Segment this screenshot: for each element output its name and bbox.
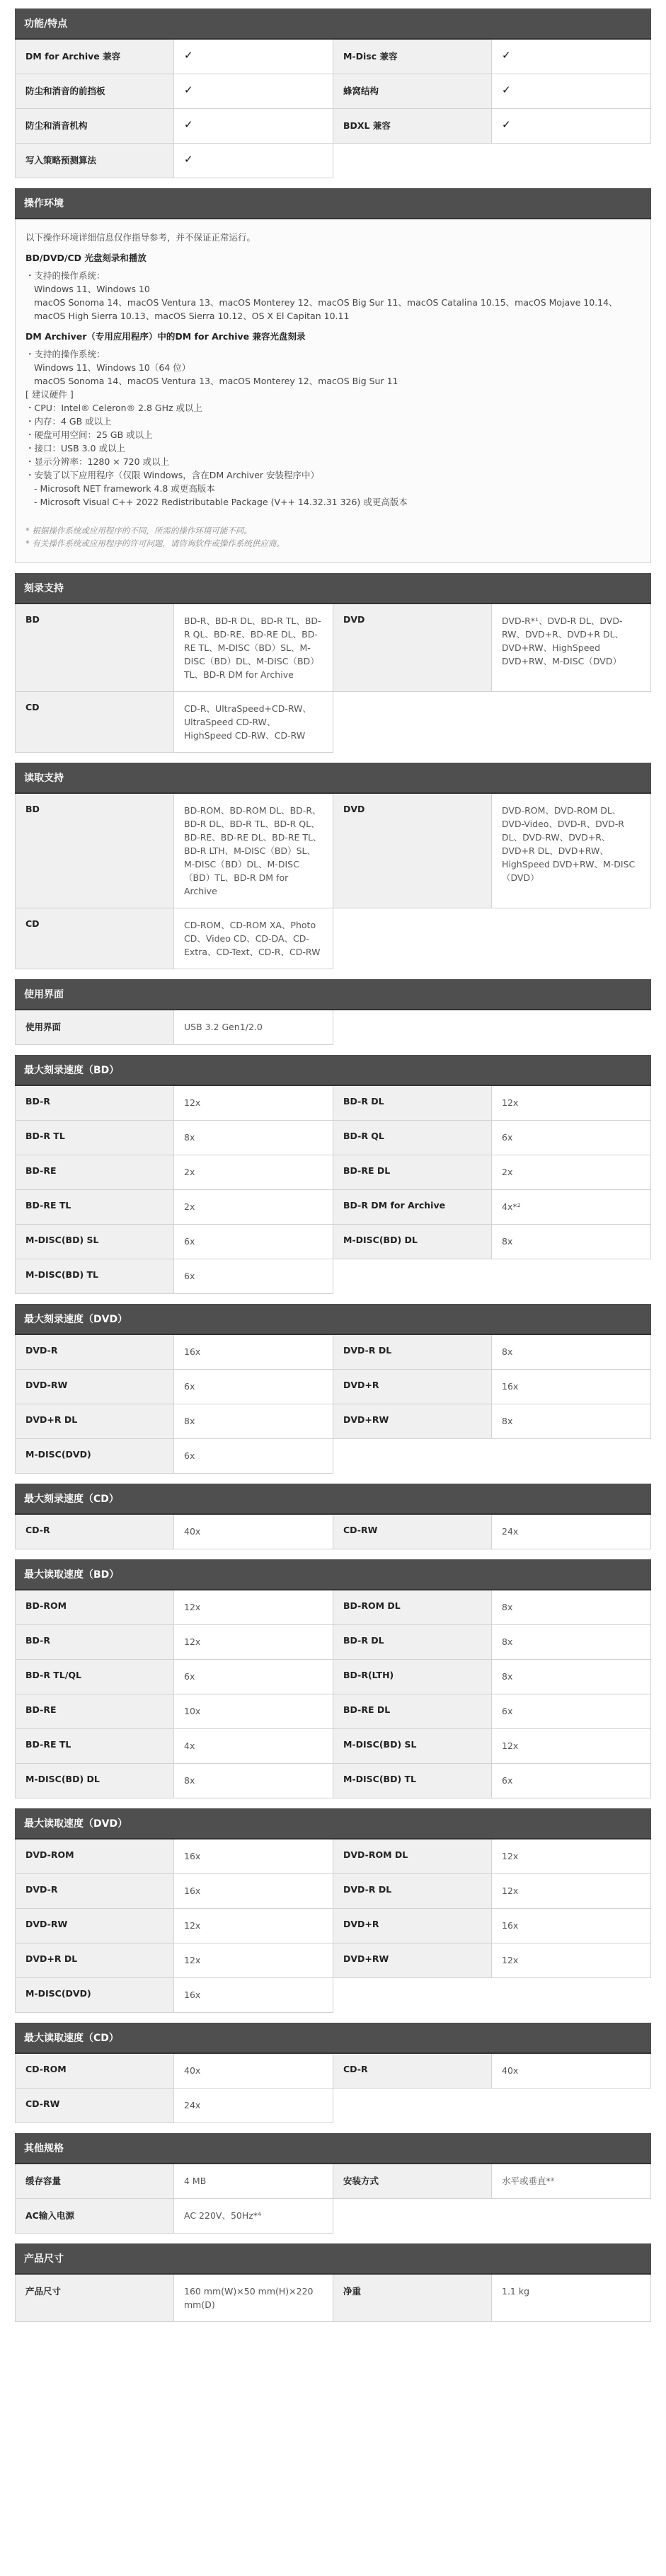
spec-row [16,1694,333,1729]
spec-label: BD-RE DL [333,1694,492,1728]
spec-label: BD-RE TL [16,1190,174,1224]
spec-label: BD [16,604,174,691]
spec-label: DVD-R [16,1874,174,1908]
spec-value: 16x [492,1370,650,1404]
spec-value: 12x [174,1625,333,1659]
spec-row [16,144,333,178]
spec-label: BD-R [16,1625,174,1659]
spec-row [16,1404,333,1439]
spec-table [15,1010,651,1045]
spec-label: CD [16,908,174,969]
section-read-speed-cd [15,2023,651,2123]
spec-value: 16x [174,1978,333,2012]
spec-row [16,1874,333,1909]
spec-value: 12x [492,1943,650,1977]
spec-label: BD-ROM DL [333,1590,492,1624]
spec-row [16,1259,333,1294]
spec-value: 6x [174,1259,333,1293]
spec-row [333,1839,651,1874]
spec-row [16,109,333,144]
env-heading-archiver: DM Archiver（专用应用程序）中的DM for Archive 兼容光盘刻录 [25,331,306,342]
spec-value: 160 mm(W)×50 mm(H)×220 mm(D) [174,2275,333,2321]
spec-row [333,604,651,692]
spec-label: M-DISC(DVD) [16,1439,174,1473]
spec-table [15,40,651,178]
env-os2-label: ・支持的操作系统： [25,349,105,359]
spec-row [16,1335,333,1370]
section-read-support [15,763,651,969]
spec-value: 24x [492,1515,650,1549]
check-mark-icon: ✓ [492,109,650,143]
env-req-7: - Microsoft Visual C++ 2022 Redistributable Package (V++ 14.32.31 326) 或更高版本 [34,497,408,507]
spec-value: 40x [492,2054,650,2088]
section-interface [15,979,651,1045]
spec-label: DVD-ROM [16,1839,174,1873]
spec-label: M-DISC(BD) TL [16,1259,174,1293]
spec-value: 40x [174,2054,333,2088]
spec-row [16,1225,333,1259]
spec-value: 12x [492,1839,650,1873]
spec-row [16,1010,333,1045]
spec-table [15,794,651,969]
spec-row [16,2054,333,2089]
spec-row [333,1874,651,1909]
spec-label: BD-R(LTH) [333,1660,492,1694]
spec-label: DVD+R DL [16,1943,174,1977]
spec-label: DVD [333,604,492,691]
spec-value: 12x [492,1086,650,1120]
spec-label: M-DISC(BD) SL [16,1225,174,1259]
spec-table [15,1086,651,1294]
spec-label: DVD-R DL [333,1335,492,1369]
spec-value: 2x [492,1155,650,1189]
spec-label: 防尘和消音机构 [16,109,174,143]
spec-value: 12x [174,1909,333,1943]
spec-label: CD-R [16,1515,174,1549]
spec-row [333,109,651,144]
spec-row [333,1370,651,1404]
spec-table [15,2164,651,2234]
spec-row [16,40,333,74]
spec-value: 8x [492,1225,650,1259]
spec-label: DVD+R DL [16,1404,174,1438]
spec-value: AC 220V、50Hz*⁴ [174,2199,333,2233]
spec-table [15,1515,651,1549]
spec-value: 8x [492,1335,650,1369]
spec-table [15,2275,651,2322]
spec-value: 2x [174,1155,333,1189]
spec-row [333,1694,651,1729]
section-title: 功能/特点 [15,8,651,40]
spec-label: DVD-RW [16,1370,174,1404]
section-title: 使用界面 [15,979,651,1010]
section-title: 最大读取速度（CD） [15,2023,651,2054]
env-os-label: ・支持的操作系统： [25,270,105,281]
spec-value: 水平或垂直*³ [492,2164,650,2198]
spec-label: BD-R TL/QL [16,1660,174,1694]
environment-box [15,219,651,563]
spec-value: 12x [492,1874,650,1908]
spec-table [15,604,651,753]
section-write-speed-dvd [15,1304,651,1474]
spec-row [16,794,333,908]
section-write-speed-cd [15,1484,651,1549]
env-heading-playback: BD/DVD/CD 光盘刻录和播放 [25,253,147,263]
env-req-title: [ 建议硬件 ] [25,389,74,400]
spec-row [16,1764,333,1798]
spec-value: 4 MB [174,2164,333,2198]
spec-label: CD-RW [16,2089,174,2122]
check-mark-icon: ✓ [174,144,333,178]
spec-row [16,1370,333,1404]
spec-label: CD [16,692,174,752]
spec-value: 6x [174,1370,333,1404]
spec-row [333,1121,651,1155]
spec-row [333,1225,651,1259]
spec-value: 8x [174,1764,333,1798]
spec-label: 使用界面 [16,1010,174,1044]
spec-value: DVD-ROM、DVD-ROM DL、DVD-Video、DVD-R、DVD-R DL、DVD-RW、DVD+R、DVD+R DL、DVD+RW、HighSpeed DVD+RW、M-DISC（DVD） [492,794,650,908]
spec-row [333,2275,651,2322]
spec-label: BD-R QL [333,1121,492,1155]
spec-row [16,1155,333,1190]
spec-value: 12x [174,1086,333,1120]
spec-label: 净重 [333,2275,492,2321]
spec-table [15,1335,651,1474]
section-title: 其他规格 [15,2133,651,2164]
section-title: 最大读取速度（DVD） [15,1808,651,1839]
spec-row [333,1764,651,1798]
spec-row [16,2164,333,2199]
spec-label: BDXL 兼容 [333,109,492,143]
spec-row [16,1978,333,2013]
spec-value: 2x [174,1190,333,1224]
section-other-specs [15,2133,651,2234]
env-req-0: ・CPU：Intel® Celeron® 2.8 GHz 或以上 [25,403,203,413]
spec-page [15,8,651,2322]
spec-value: 8x [492,1625,650,1659]
env-os-mac-2: macOS High Sierra 10.13、macOS Sierra 10.12、OS X El Capitan 10.11 [34,311,350,321]
spec-value: 6x [174,1660,333,1694]
spec-row [333,2164,651,2199]
spec-label: BD-R TL [16,1121,174,1155]
spec-value: CD-R、UltraSpeed+CD-RW、UltraSpeed CD-RW、HighSpeed CD-RW、CD-RW [174,692,333,752]
spec-label: BD-RE TL [16,1729,174,1763]
spec-value: USB 3.2 Gen1/2.0 [174,1010,333,1044]
spec-row [333,1729,651,1764]
spec-row [333,1155,651,1190]
spec-label: BD-RE [16,1694,174,1728]
spec-value: BD-ROM、BD-ROM DL、BD-R、BD-R DL、BD-R TL、BD-R QL、BD-RE、BD-RE DL、BD-RE TL、BD-R LTH、M-DISC（BD）SL、M-DISC（BD）DL、M-DISC（BD）TL、BD-R DM for Archive [174,794,333,908]
spec-label: 蜂窝结构 [333,74,492,108]
env-req-3: ・接口：USB 3.0 或以上 [25,443,125,454]
spec-value: 1.1 kg [492,2275,650,2321]
spec-value: DVD-R*¹、DVD-R DL、DVD-RW、DVD+R、DVD+R DL、DVD+RW、HighSpeed DVD+RW、M-DISC（DVD） [492,604,650,691]
spec-label: DVD-R [16,1335,174,1369]
spec-value: 6x [174,1439,333,1473]
env-req-1: ・内存：4 GB 或以上 [25,416,112,427]
spec-row [333,1404,651,1439]
spec-row [16,1590,333,1625]
env-intro: 以下操作环境详细信息仅作指导参考，并不保证正常运行。 [25,232,256,243]
spec-value: 6x [492,1694,650,1728]
spec-label: BD [16,794,174,908]
spec-label: DVD+R [333,1909,492,1943]
spec-label: BD-ROM [16,1590,174,1624]
spec-label: DVD [333,794,492,908]
spec-label: M-DISC(BD) DL [16,1764,174,1798]
check-mark-icon: ✓ [492,40,650,74]
spec-table [15,1590,651,1798]
env-note-1: * 根据操作系统或应用程序的不同，所需的操作环境可能不同。 [25,526,252,536]
section-title: 产品尺寸 [15,2243,651,2275]
spec-table [15,1839,651,2013]
spec-value: 6x [492,1764,650,1798]
spec-label: CD-R [333,2054,492,2088]
spec-value: 8x [492,1660,650,1694]
spec-row [16,1190,333,1225]
spec-value: 4x [174,1729,333,1763]
section-read-speed-dvd [15,1808,651,2013]
spec-value: 16x [174,1839,333,1873]
spec-row [333,794,651,908]
spec-label: M-DISC(BD) TL [333,1764,492,1798]
spec-value: 8x [492,1590,650,1624]
check-mark-icon: ✓ [492,74,650,108]
spec-row [333,74,651,109]
spec-row [16,1729,333,1764]
spec-table [15,2054,651,2123]
section-product-size [15,2243,651,2322]
spec-label: BD-R DL [333,1086,492,1120]
section-title: 最大刻录速度（BD） [15,1055,651,1086]
spec-value: 8x [174,1121,333,1155]
spec-label: BD-R DM for Archive [333,1190,492,1224]
spec-row [333,1190,651,1225]
spec-label: DM for Archive 兼容 [16,40,174,74]
spec-label: DVD+RW [333,1404,492,1438]
check-mark-icon: ✓ [174,109,333,143]
spec-row [333,1943,651,1978]
spec-label: DVD-R DL [333,1874,492,1908]
spec-label: DVD-ROM DL [333,1839,492,1873]
section-features [15,8,651,178]
spec-label: 写入策略预测算法 [16,144,174,178]
spec-row [16,1515,333,1549]
spec-row [16,2275,333,2322]
spec-label: CD-RW [333,1515,492,1549]
spec-label: 防尘和消音的前挡板 [16,74,174,108]
spec-label: M-Disc 兼容 [333,40,492,74]
spec-row [16,1086,333,1121]
spec-value: 4x*² [492,1190,650,1224]
section-title: 读取支持 [15,763,651,794]
spec-row [16,1660,333,1694]
spec-value: 40x [174,1515,333,1549]
spec-row [333,1625,651,1660]
spec-value: BD-R、BD-R DL、BD-R TL、BD-R QL、BD-RE、BD-RE DL、BD-RE TL、M-DISC（BD）SL、M-DISC（BD）DL、M-DISC（BD）TL、BD-R DM for Archive [174,604,333,691]
env-os2-mac: macOS Sonoma 14、macOS Ventura 13、macOS Monterey 12、macOS Big Sur 11 [34,376,398,386]
spec-row [16,908,333,969]
spec-row [16,1625,333,1660]
spec-row [16,1943,333,1978]
spec-label: 产品尺寸 [16,2275,174,2321]
spec-row [16,1839,333,1874]
spec-row [16,2199,333,2234]
spec-value: 8x [174,1404,333,1438]
spec-row [16,1439,333,1474]
spec-label: CD-ROM [16,2054,174,2088]
spec-value: 12x [492,1729,650,1763]
spec-value: CD-ROM、CD-ROM XA、Photo CD、Video CD、CD-DA、CD-Extra、CD-Text、CD-R、CD-RW [174,908,333,969]
section-title: 刻录支持 [15,573,651,604]
spec-label: BD-R DL [333,1625,492,1659]
spec-row [333,2054,651,2089]
spec-label: BD-RE DL [333,1155,492,1189]
spec-row [16,1909,333,1943]
section-title: 操作环境 [15,188,651,219]
env-os-mac: macOS Sonoma 14、macOS Ventura 13、macOS Monterey 12、macOS Big Sur 11、macOS Catalina 10.15、macOS Mojave 10.14、 [34,297,618,308]
env-req-4: ・显示分辨率：1280 × 720 或以上 [25,456,170,467]
spec-value: 16x [174,1335,333,1369]
spec-row [333,1590,651,1625]
env-req-2: ・硬盘可用空间：25 GB 或以上 [25,429,153,440]
section-write-support [15,573,651,753]
section-title: 最大刻录速度（DVD） [15,1304,651,1335]
spec-label: BD-RE [16,1155,174,1189]
spec-label: M-DISC(BD) SL [333,1729,492,1763]
section-write-speed-bd [15,1055,651,1294]
spec-value: 16x [492,1909,650,1943]
spec-label: M-DISC(DVD) [16,1978,174,2012]
section-environment [15,188,651,563]
spec-row [16,604,333,692]
env-req-6: - Microsoft NET framework 4.8 或更高版本 [34,483,215,494]
section-title: 最大刻录速度（CD） [15,1484,651,1515]
spec-value: 6x [492,1121,650,1155]
spec-value: 12x [174,1943,333,1977]
spec-label: BD-R [16,1086,174,1120]
spec-row [333,1086,651,1121]
spec-row [16,2089,333,2123]
spec-value: 8x [492,1404,650,1438]
spec-row [333,1660,651,1694]
spec-value: 24x [174,2089,333,2122]
spec-row [16,1121,333,1155]
spec-label: AC输入电源 [16,2199,174,2233]
spec-value: 16x [174,1874,333,1908]
section-title: 最大读取速度（BD） [15,1559,651,1590]
spec-row [333,40,651,74]
spec-label: 安装方式 [333,2164,492,2198]
check-mark-icon: ✓ [174,40,333,74]
spec-value: 10x [174,1694,333,1728]
env-os2-windows: Windows 11、Windows 10（64 位） [34,362,191,373]
spec-label: 缓存容量 [16,2164,174,2198]
env-note-2: * 有关操作系统或应用程序的许可问题，请咨询软件或操作系统供应商。 [25,538,285,548]
spec-row [333,1515,651,1549]
spec-label: DVD+RW [333,1943,492,1977]
spec-value: 6x [174,1225,333,1259]
spec-row [333,1909,651,1943]
spec-label: DVD-RW [16,1909,174,1943]
spec-label: DVD+R [333,1370,492,1404]
spec-label: M-DISC(BD) DL [333,1225,492,1259]
spec-row [16,692,333,753]
section-read-speed-bd [15,1559,651,1798]
spec-value: 12x [174,1590,333,1624]
env-req-5: ・安装了以下应用程序（仅限 Windows，含在DM Archiver 安装程序中） [25,470,320,480]
spec-row [16,74,333,109]
env-os-windows: Windows 11、Windows 10 [34,284,150,294]
check-mark-icon: ✓ [174,74,333,108]
spec-row [333,1335,651,1370]
